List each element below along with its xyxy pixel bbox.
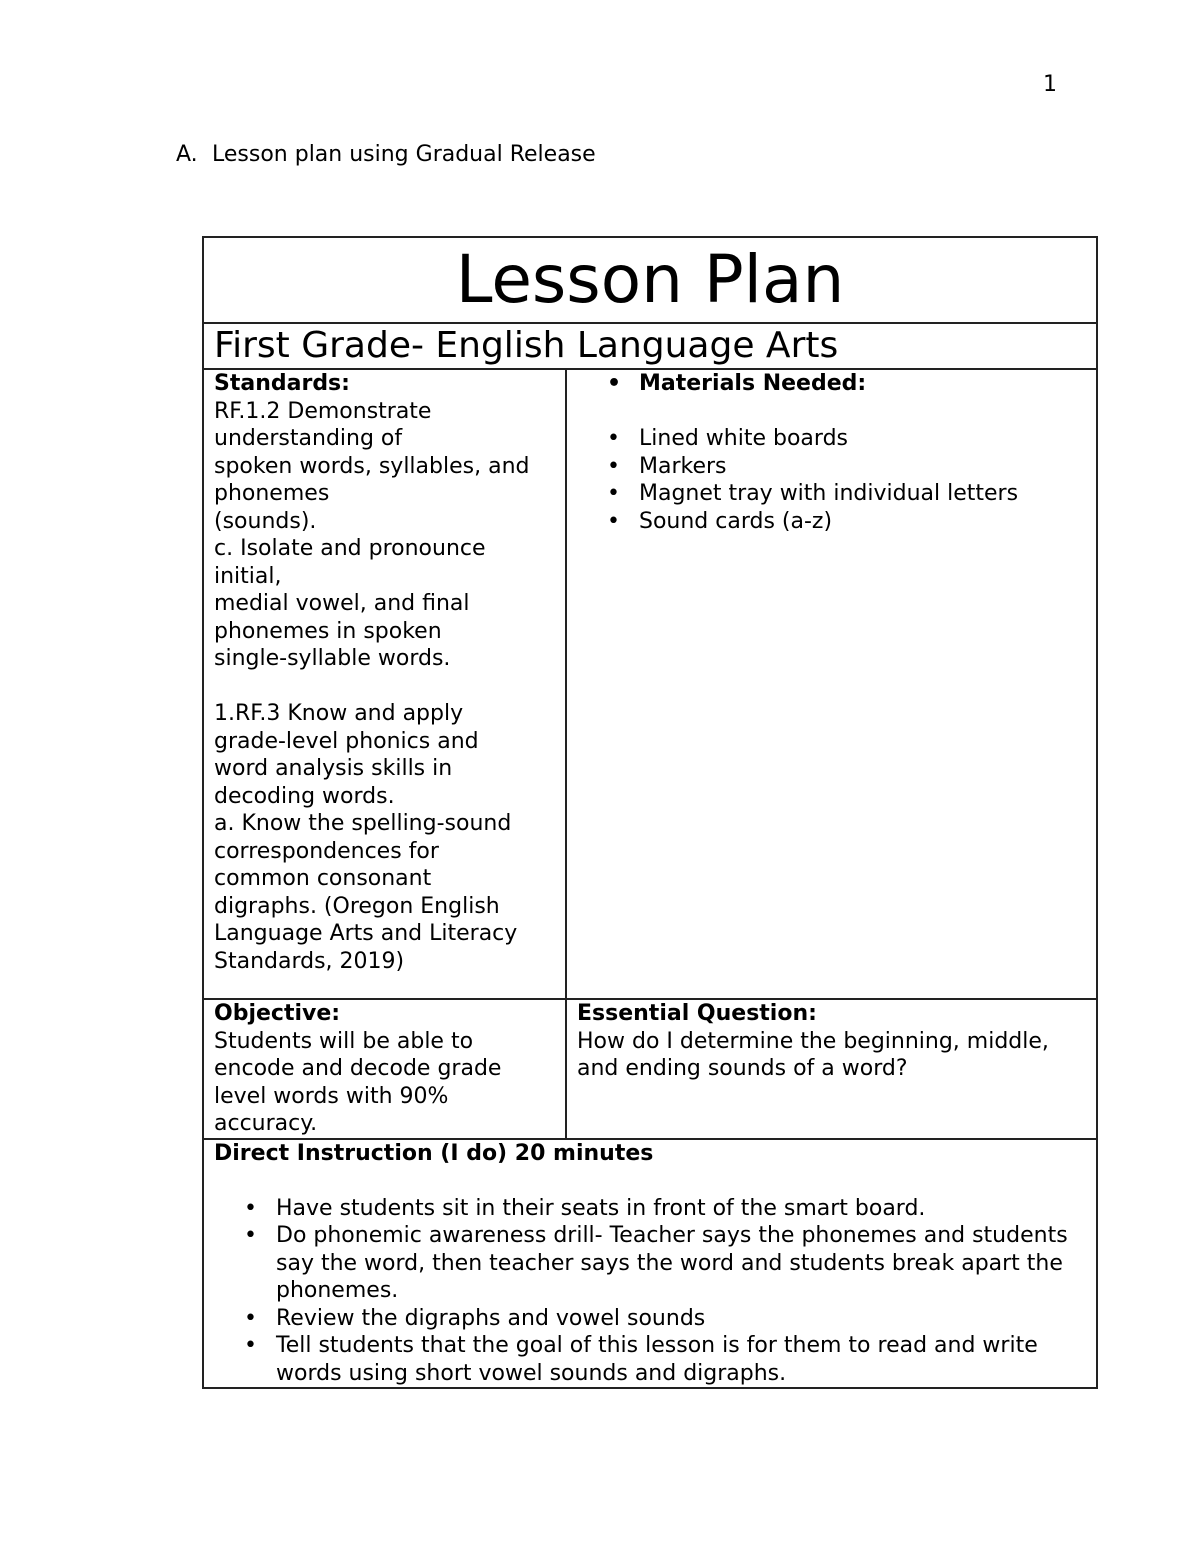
standards-line: RF.1.2 Demonstrate xyxy=(214,398,432,424)
direct-instruction-list xyxy=(204,1195,1086,1388)
list-item: • Markers xyxy=(567,453,1086,481)
standards-line: single-syllable words. xyxy=(214,646,451,671)
standards-label: Standards: xyxy=(214,371,350,396)
materials-cell xyxy=(566,369,1097,999)
materials-spacer xyxy=(567,398,1086,426)
section-heading xyxy=(176,142,596,167)
objective-line: Students will be able to xyxy=(214,1028,474,1054)
standards-line: initial, xyxy=(214,563,282,589)
direct-instruction-spacer xyxy=(214,1167,1086,1195)
lesson-plan-table xyxy=(202,236,1098,1389)
standards-line: grade-level phonics and xyxy=(214,728,479,754)
list-item: • Magnet tray with individual letters xyxy=(567,480,1086,508)
standards-line: phonemes in spoken xyxy=(214,618,442,644)
standards-line: c. Isolate and pronounce xyxy=(214,536,486,561)
list-item: • Review the digraphs and vowel sounds xyxy=(204,1305,1086,1333)
standards-line: word analysis skills in xyxy=(214,756,453,781)
standards-line: decoding words. xyxy=(214,783,395,809)
essential-question-line: and ending sounds of a word? xyxy=(577,1056,908,1081)
standards-line: (sounds). xyxy=(214,508,317,534)
standards-line: 1.RF.3 Know and apply xyxy=(214,701,464,726)
essential-question-label: Essential Question: xyxy=(577,1001,817,1026)
page-number: 1 xyxy=(1043,72,1057,97)
essential-question-line: How do I determine the beginning, middle, xyxy=(577,1028,1049,1054)
list-item: • Tell students that the goal of this lesson is for them to read and write words using short vowel sounds and digraphs. xyxy=(204,1332,1086,1387)
section-letter: A. xyxy=(176,142,198,167)
direct-instruction-label: Direct Instruction (I do) 20 minutes xyxy=(214,1140,654,1166)
list-item: • Sound cards (a-z) xyxy=(567,508,1086,536)
materials-list xyxy=(567,370,1086,398)
standards-line: a. Know the spelling-sound xyxy=(214,811,512,836)
list-item: • Do phonemic awareness drill- Teacher says the phonemes and students say the word, then teacher says the word and students break apart the phonemes. xyxy=(204,1222,1086,1305)
standards-line: Standards, 2019) xyxy=(214,948,405,974)
objective-line: level words with 90% xyxy=(214,1083,449,1109)
standards-line: common consonant xyxy=(214,866,432,891)
list-item: • Lined white boards xyxy=(567,425,1086,453)
essential-question-cell xyxy=(566,999,1097,1139)
standards-cell xyxy=(203,369,566,999)
objective-label: Objective: xyxy=(214,1001,341,1026)
objective-cell xyxy=(203,999,566,1139)
section-title: Lesson plan using Gradual Release xyxy=(212,142,596,167)
lesson-plan-title: Lesson Plan xyxy=(203,237,1097,323)
standards-line: medial vowel, and final xyxy=(214,591,470,616)
objective-line: accuracy. xyxy=(214,1111,318,1136)
grade-subject: First Grade- English Language Arts xyxy=(203,323,1097,369)
standards-line: spoken words, syllables, and xyxy=(214,453,530,479)
materials-items xyxy=(567,425,1086,535)
standards-line: Language Arts and Literacy xyxy=(214,921,518,946)
standards-line: phonemes xyxy=(214,481,330,506)
standards-line: understanding of xyxy=(214,426,403,451)
list-item: • Have students sit in their seats in front of the smart board. xyxy=(204,1195,1086,1223)
standards-spacer xyxy=(214,673,555,701)
materials-label: • Materials Needed: xyxy=(567,370,1086,398)
objective-line: encode and decode grade xyxy=(214,1056,502,1081)
direct-instruction-cell xyxy=(203,1139,1097,1389)
standards-line: correspondences for xyxy=(214,838,439,864)
standards-line: digraphs. (Oregon English xyxy=(214,893,500,919)
